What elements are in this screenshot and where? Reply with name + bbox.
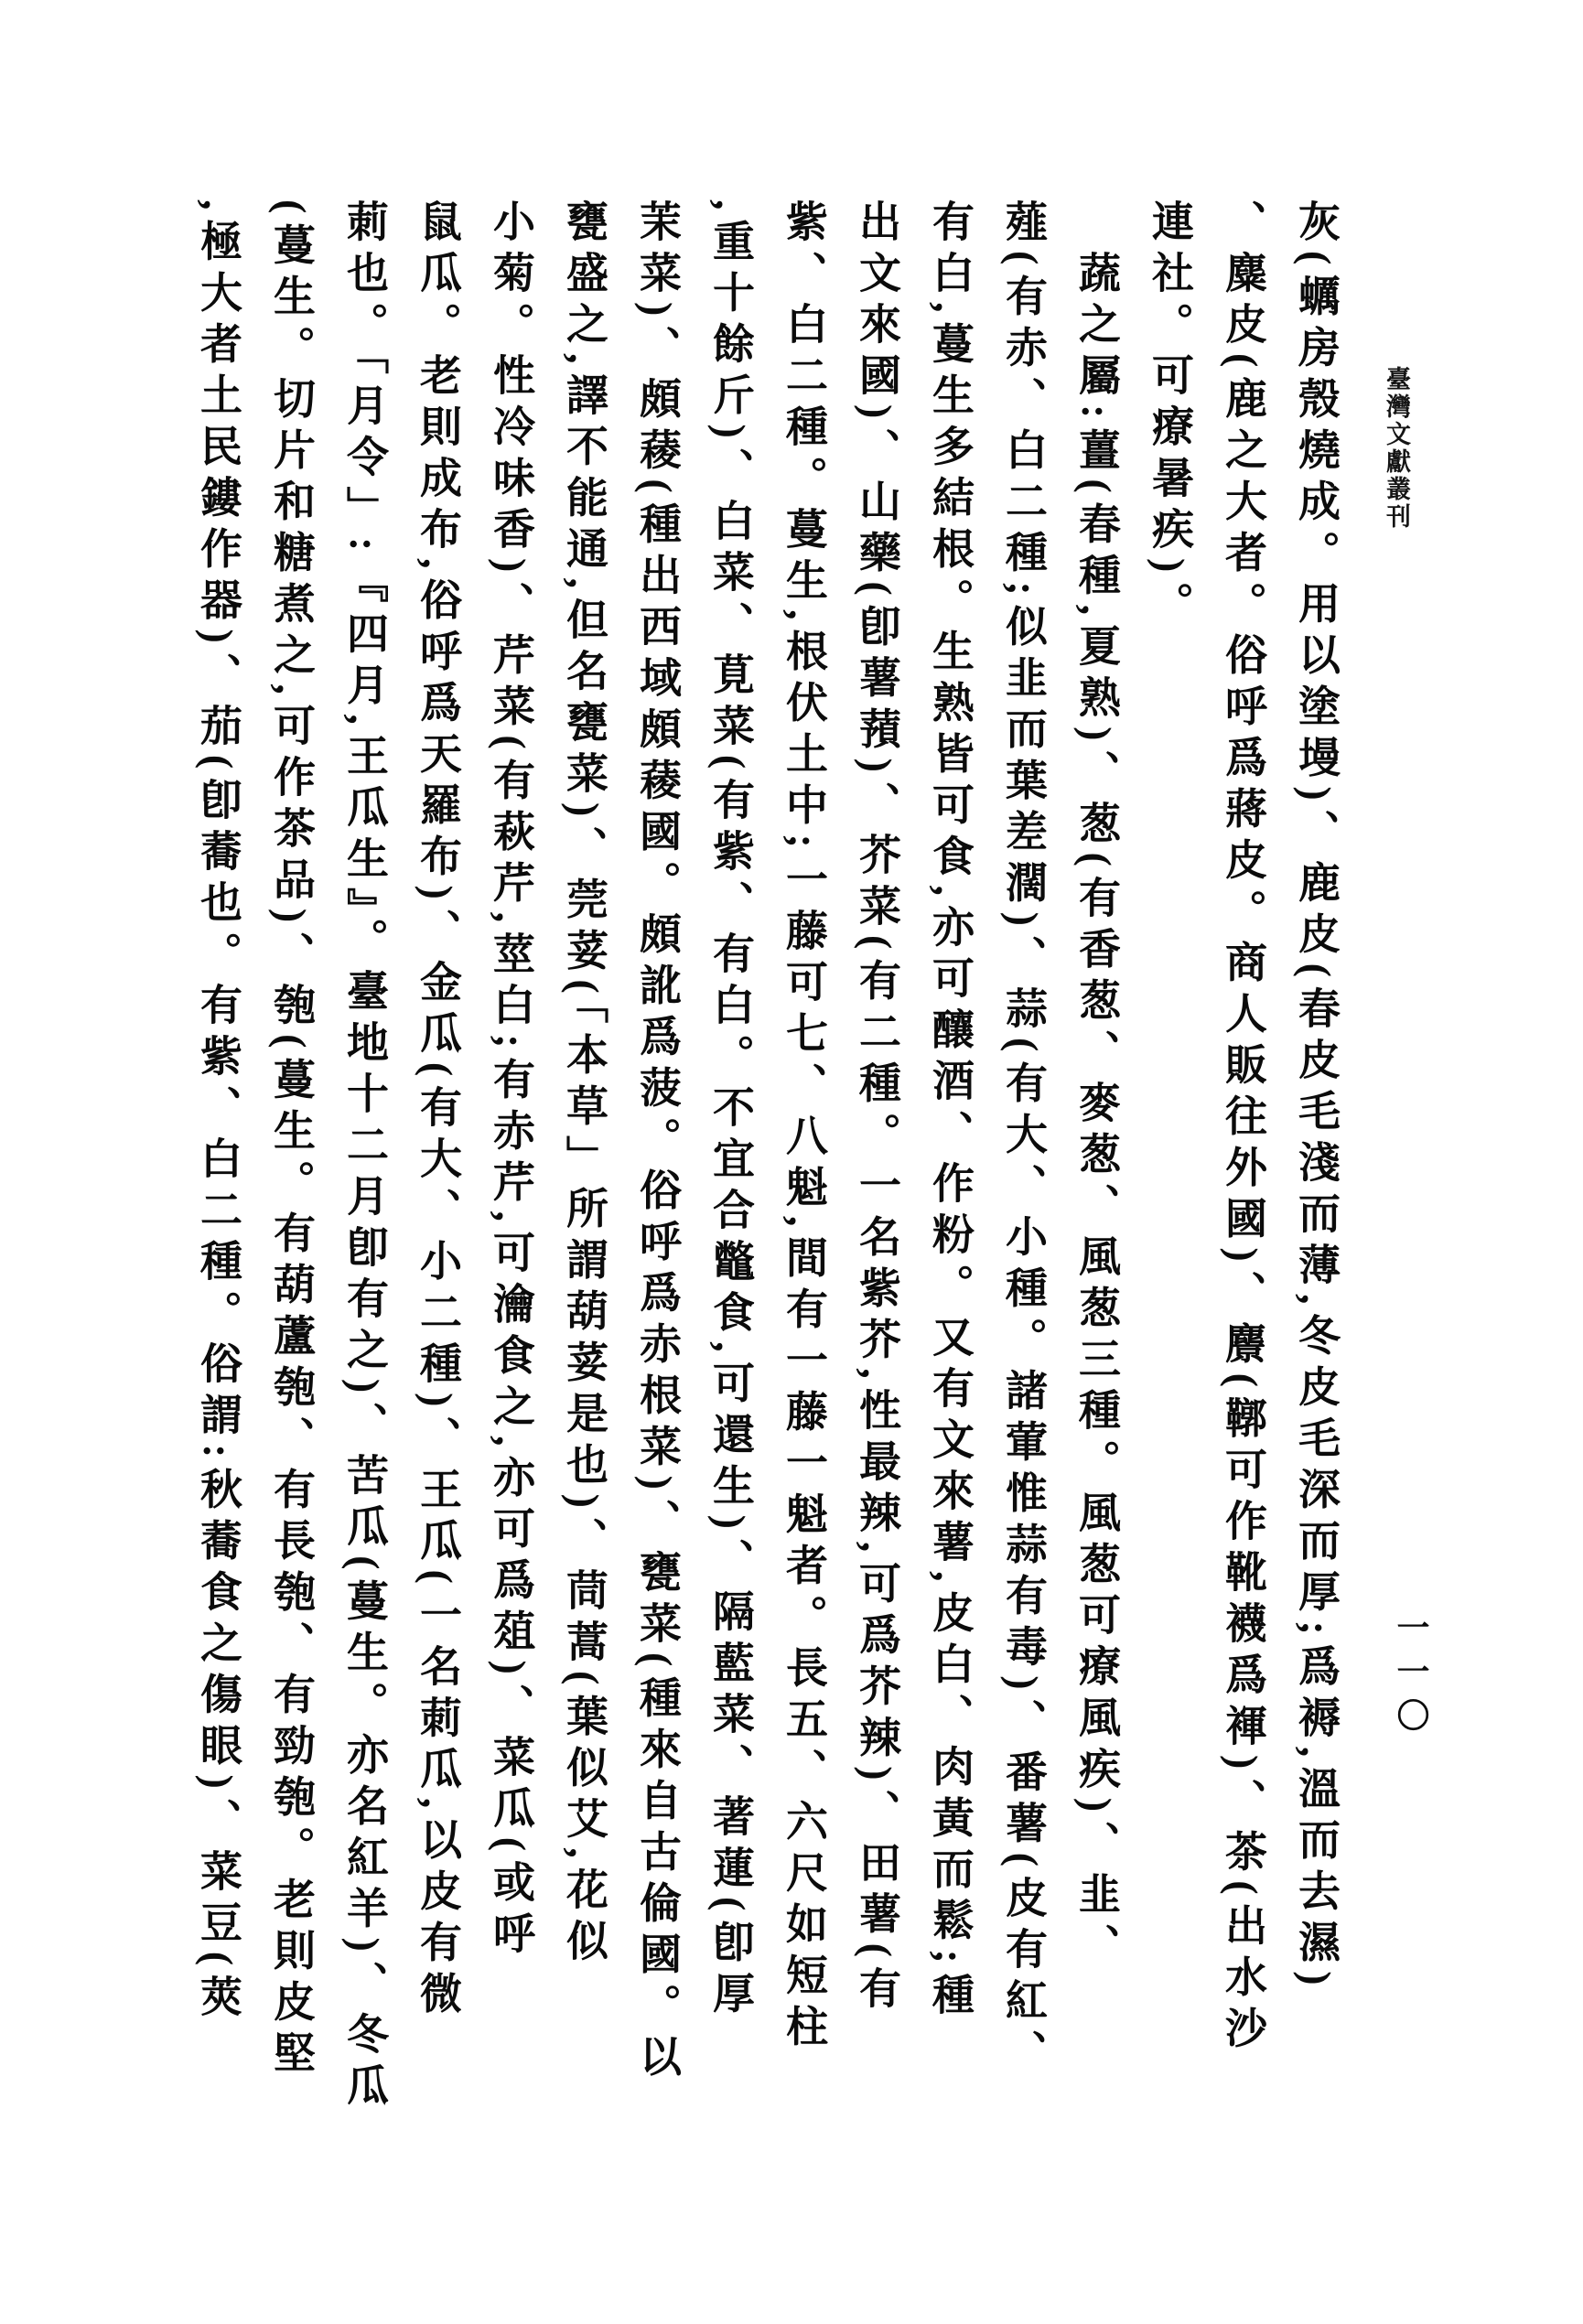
series-header: 臺灣文獻叢刊 [1383, 366, 1410, 531]
text-column: 、麋皮(鹿之大者。俗呼爲蔣皮。商人販往外國)、麖(鞹可作靴襪爲褌)、茶(出水沙 [1220, 199, 1266, 2058]
text-column: (蔓生。切片和糖煮之,可作茶品)、匏(蔓生。有葫蘆匏、有長匏、有勁匏。老則皮堅 [268, 199, 315, 2082]
text-column: 灰(蠣房殼燒成。用以塗墁)、鹿皮(春皮毛淺而薄,冬皮毛深而厚;爲褥,溫而去濕) [1293, 199, 1340, 1995]
main-text-block [181, 199, 1352, 2322]
text-column: ,重十餘斤)、白菜、莧菜(有紫、有白。不宜合鼈食,可還生)、隔藍菜、著蓮(卽厚 [707, 199, 754, 2023]
text-column: 莿也。「月令」:『四月,王瓜生』。臺地十二月卽有之)、苦瓜(蔓生。亦名紅羊)、冬瓜 [341, 199, 388, 2114]
text-column: 小菊。性冷味香)、芹菜(有萩芹,莖白;有赤芹,可瀹食之,亦可爲葅)、菜瓜(或呼 [488, 199, 534, 1964]
text-column: 出文來國)、山藥(卽薯蕷)、芥菜(有二種。一名紫芥,性最辣,可爲芥辣)、田薯(有 [854, 199, 900, 2017]
text-column: 甕盛之,譯不能通,但名甕菜)、莞荽(「本草」所謂葫荽是也)、茼蒿(葉似艾,花似 [561, 199, 608, 1970]
text-column: 蔬之屬:薑(春種,夏熟)、葱(有香葱、麥葱、風葱三種。風葱可療風疾)、韭、 [1073, 251, 1120, 1975]
text-column: 薤(有赤、白二種;似韭而葉差濶)、蒜(有大、小種。諸葷惟蒜有毒)、番薯(皮有紅、 [1000, 199, 1047, 2081]
page-number: 一一〇 [1393, 1610, 1429, 1742]
text-column: 鼠瓜。老則成布,俗呼爲天羅布)、金瓜(有大、小二種)、王瓜(一名莿瓜,以皮有微 [415, 199, 461, 2023]
text-column: 紫、白二種。蔓生,根伏土中;一藤可七、八魁,間有一藤一魁者。長五、六尺如短柱 [781, 199, 827, 2056]
text-column: 有白,蔓生多結根。生熟皆可食,亦可釀酒、作粉。又有文來薯,皮白、肉黃而鬆;種 [927, 199, 974, 2024]
text-column: 連社。可療暑疾)。 [1147, 199, 1193, 633]
text-column: 茉菜)、頗薐(種出西域頗薐國。頗訛爲菠。俗呼爲赤根菜)、甕菜(種來自古倫國。以 [634, 199, 681, 2086]
text-column: ,極大者土民鏤作器)、茄(卽蕎也。有紫、白二種。俗謂:秋蕎食之傷眼)、菜豆(莢 [195, 199, 242, 2027]
